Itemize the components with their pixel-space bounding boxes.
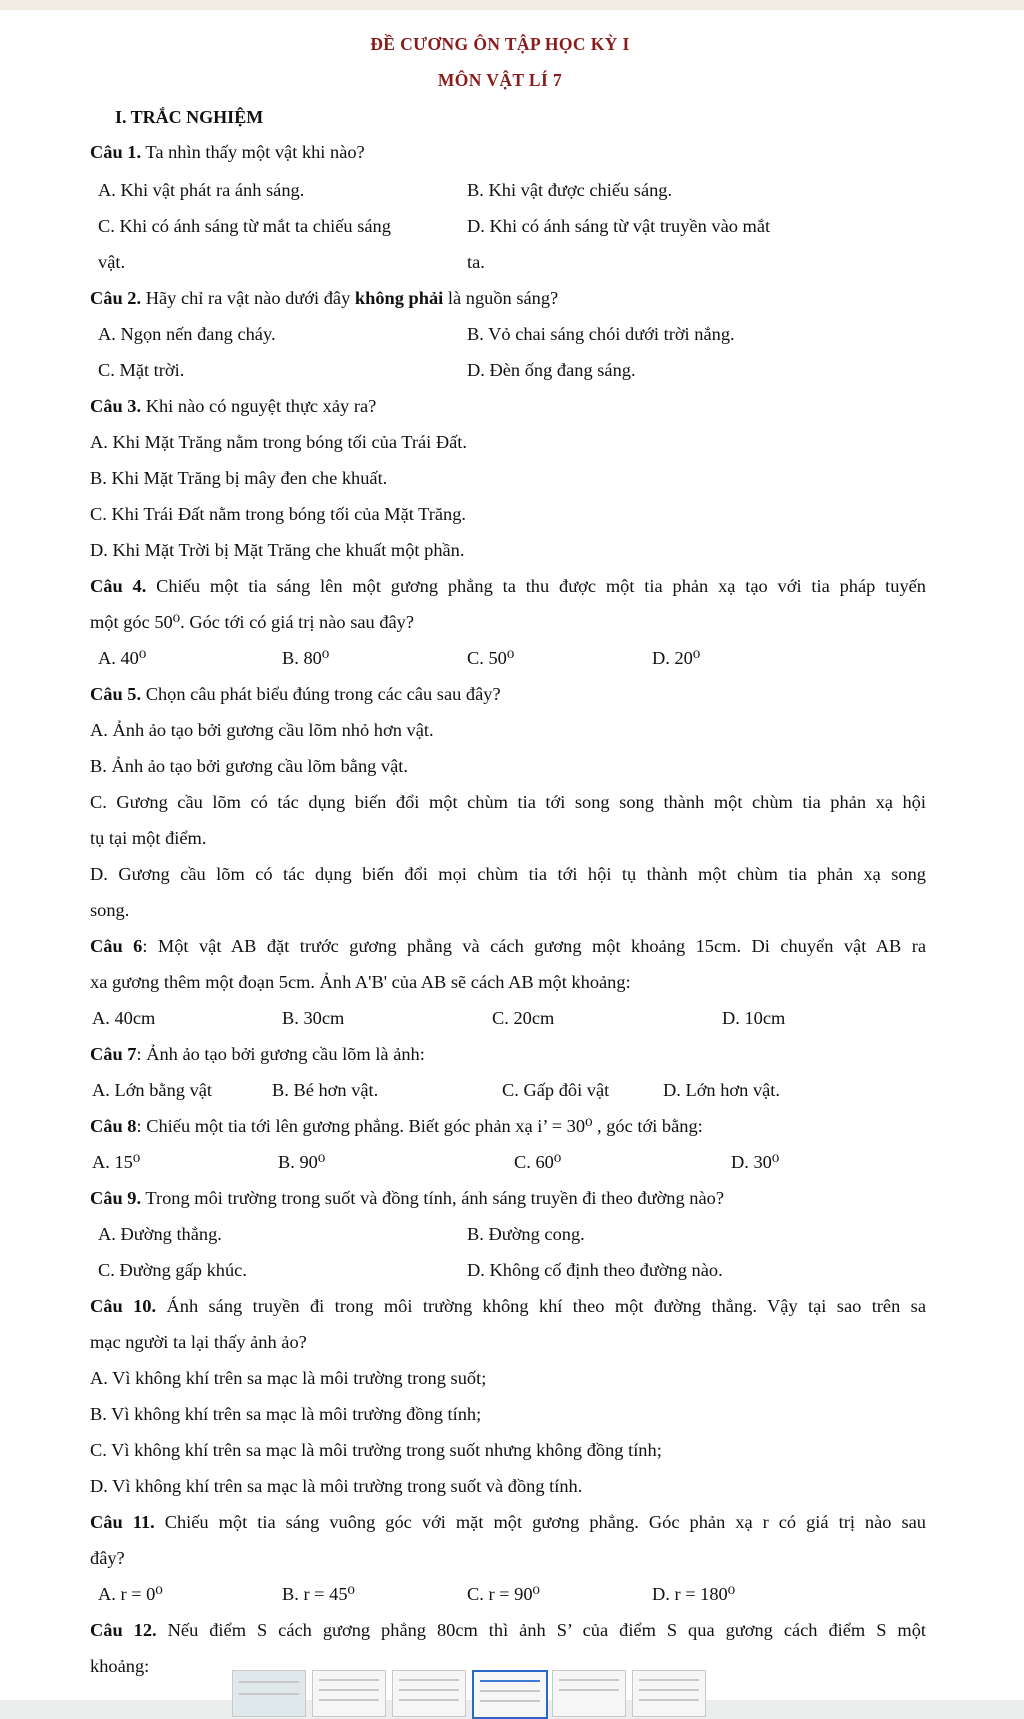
question-number: Câu 3. bbox=[90, 396, 142, 416]
q4-option-d: D. 20⁰ bbox=[652, 648, 701, 668]
q3-option-a: A. Khi Mặt Trăng nằm trong bóng tối của Trái Đất. bbox=[90, 432, 467, 452]
question-text: Chọn câu phát biểu đúng trong các câu sau đây? bbox=[141, 684, 501, 704]
question-number: Câu 8 bbox=[90, 1116, 137, 1136]
question-number: Câu 4. bbox=[90, 576, 147, 596]
question-number: Câu 2. bbox=[90, 288, 142, 308]
page-thumbnail[interactable] bbox=[312, 1670, 386, 1717]
question-text: Khi nào có nguyệt thực xảy ra? bbox=[141, 396, 377, 416]
question-text-end: là nguồn sáng? bbox=[443, 288, 559, 308]
page-thumbnail[interactable] bbox=[632, 1670, 706, 1717]
q4-option-b: B. 80⁰ bbox=[282, 648, 330, 668]
q1-option-d: D. Khi có ánh sáng từ vật truyền vào mắt bbox=[467, 216, 771, 236]
question-text: Trong môi trường trong suốt và đồng tính, ánh sáng truyền đi theo đường nào? bbox=[141, 1188, 724, 1208]
question-number: Câu 9. bbox=[90, 1188, 142, 1208]
question-5 bbox=[90, 682, 501, 706]
q9-option-b: B. Đường cong. bbox=[467, 1224, 585, 1244]
question-text: Chiếu một tia sáng vuông góc với mặt một gương phẳng. Góc phản xạ r có giá trị nào sau bbox=[154, 1512, 926, 1532]
q2-option-b: B. Vỏ chai sáng chói dưới trời nắng. bbox=[467, 324, 735, 344]
q1-option-b: B. Khi vật được chiếu sáng. bbox=[467, 180, 673, 200]
q9-option-c: C. Đường gấp khúc. bbox=[98, 1260, 247, 1280]
q5-option-c: C. Gương cầu lõm có tác dụng biến đổi một chùm tia tới song song thành một chùm tia phản xạ hội bbox=[90, 792, 926, 812]
q1-option-c: C. Khi có ánh sáng từ mắt ta chiếu sáng bbox=[98, 216, 391, 236]
question-12 bbox=[90, 1618, 926, 1642]
question-11-cont: đây? bbox=[90, 1548, 125, 1568]
question-6 bbox=[90, 934, 926, 958]
q8-option-a: A. 15⁰ bbox=[92, 1152, 141, 1172]
q3-option-b: B. Khi Mặt Trăng bị mây đen che khuất. bbox=[90, 468, 388, 488]
question-text: Ta nhìn thấy một vật khi nào? bbox=[141, 142, 365, 162]
question-text: Chiếu một tia sáng lên một gương phẳng ta thu được một tia phản xạ tạo với tia pháp tuyến bbox=[146, 576, 926, 596]
question-8 bbox=[90, 1114, 703, 1138]
page-thumbnail[interactable] bbox=[552, 1670, 626, 1717]
q9-option-d: D. Không cố định theo đường nào. bbox=[467, 1260, 723, 1280]
question-4 bbox=[90, 574, 926, 598]
question-number: Câu 5. bbox=[90, 684, 142, 704]
question-number: Câu 1. bbox=[90, 142, 142, 162]
q2-option-a: A. Ngọn nến đang cháy. bbox=[98, 324, 276, 344]
question-emphasis: không phải bbox=[354, 288, 444, 308]
q10-option-c: C. Vì không khí trên sa mạc là môi trường trong suốt nhưng không đồng tính; bbox=[90, 1440, 662, 1460]
q3-option-d: D. Khi Mặt Trời bị Mặt Trăng che khuất một phần. bbox=[90, 540, 465, 560]
document-page bbox=[0, 10, 1000, 1700]
question-text: Hãy chỉ ra vật nào dưới đây bbox=[141, 288, 355, 308]
question-11 bbox=[90, 1510, 926, 1534]
q9-option-a: A. Đường thẳng. bbox=[98, 1224, 222, 1244]
q11-option-d: D. r = 180⁰ bbox=[652, 1584, 736, 1604]
q3-option-c: C. Khi Trái Đất nằm trong bóng tối của Mặt Trăng. bbox=[90, 504, 466, 524]
q11-option-b: B. r = 45⁰ bbox=[282, 1584, 355, 1604]
q6-option-d: D. 10cm bbox=[722, 1008, 786, 1028]
q1-option-d-cont: ta. bbox=[467, 252, 485, 272]
page-thumbnail[interactable] bbox=[392, 1670, 466, 1717]
question-10 bbox=[90, 1294, 926, 1318]
question-text: Nếu điểm S cách gương phẳng 80cm thì ảnh S’ của điểm S qua gương cách điểm S một bbox=[156, 1620, 927, 1640]
question-4-cont: một góc 50⁰. Góc tới có giá trị nào sau đây? bbox=[90, 612, 415, 632]
q8-option-c: C. 60⁰ bbox=[514, 1152, 562, 1172]
q5-option-b: B. Ảnh ảo tạo bởi gương cầu lõm bằng vật. bbox=[90, 756, 408, 776]
q10-option-a: A. Vì không khí trên sa mạc là môi trường trong suốt; bbox=[90, 1368, 487, 1388]
question-6-cont: xa gương thêm một đoạn 5cm. Ảnh A'B' của AB sẽ cách AB một khoảng: bbox=[90, 972, 631, 992]
doc-subtitle: MÔN VẬT LÍ 7 bbox=[437, 70, 563, 90]
question-12-cont: khoảng: bbox=[90, 1656, 150, 1676]
q5-option-d: D. Gương cầu lõm có tác dụng biến đổi mọi chùm tia tới hội tụ thành một chùm tia phản xạ song bbox=[90, 864, 926, 884]
q2-option-d: D. Đèn ống đang sáng. bbox=[467, 360, 636, 380]
q4-option-c: C. 50⁰ bbox=[467, 648, 515, 668]
top-edge bbox=[0, 0, 1024, 10]
question-7 bbox=[90, 1042, 425, 1066]
q5-option-a: A. Ảnh ảo tạo bởi gương cầu lõm nhỏ hơn vật. bbox=[90, 720, 434, 740]
question-10-cont: mạc người ta lại thấy ảnh ảo? bbox=[90, 1332, 307, 1352]
q6-option-c: C. 20cm bbox=[492, 1008, 555, 1028]
q11-option-c: C. r = 90⁰ bbox=[467, 1584, 540, 1604]
q6-option-b: B. 30cm bbox=[282, 1008, 345, 1028]
page-thumbnail[interactable] bbox=[232, 1670, 306, 1717]
page-thumbnail-selected[interactable] bbox=[472, 1670, 548, 1719]
q7-option-b: B. Bé hơn vật. bbox=[272, 1080, 379, 1100]
question-1 bbox=[90, 140, 365, 164]
question-text: : Ảnh ảo tạo bởi gương cầu lõm là ảnh: bbox=[136, 1044, 425, 1064]
question-number: Câu 11. bbox=[90, 1512, 155, 1532]
question-9 bbox=[90, 1186, 724, 1210]
question-number: Câu 10. bbox=[90, 1296, 157, 1316]
question-number: Câu 12. bbox=[90, 1620, 157, 1640]
q4-option-a: A. 40⁰ bbox=[98, 648, 147, 668]
q8-option-d: D. 30⁰ bbox=[731, 1152, 780, 1172]
q10-option-b: B. Vì không khí trên sa mạc là môi trường đồng tính; bbox=[90, 1404, 482, 1424]
q1-option-c-cont: vật. bbox=[98, 252, 126, 272]
question-2 bbox=[90, 286, 558, 310]
question-text: : Một vật AB đặt trước gương phẳng và cách gương một khoảng 15cm. Di chuyển vật AB ra bbox=[142, 936, 926, 956]
question-3 bbox=[90, 394, 376, 418]
q10-option-d: D. Vì không khí trên sa mạc là môi trường trong suốt và đồng tính. bbox=[90, 1476, 583, 1496]
doc-title: ĐỀ CƯƠNG ÔN TẬP HỌC KỲ I bbox=[370, 34, 630, 54]
q2-option-c: C. Mặt trời. bbox=[98, 360, 185, 380]
q7-option-d: D. Lớn hơn vật. bbox=[663, 1080, 781, 1100]
q6-option-a: A. 40cm bbox=[92, 1008, 156, 1028]
q5-option-c-cont: tụ tại một điểm. bbox=[90, 828, 207, 848]
question-number: Câu 7 bbox=[90, 1044, 137, 1064]
q5-option-d-cont: song. bbox=[90, 900, 130, 920]
question-text: : Chiếu một tia tới lên gương phẳng. Biết góc phản xạ i’ = 30⁰ , góc tới bằng: bbox=[136, 1116, 703, 1136]
q7-option-a: A. Lớn bằng vật bbox=[92, 1080, 213, 1100]
q11-option-a: A. r = 0⁰ bbox=[98, 1584, 163, 1604]
q8-option-b: B. 90⁰ bbox=[278, 1152, 326, 1172]
q1-option-a: A. Khi vật phát ra ánh sáng. bbox=[98, 180, 305, 200]
section-heading: I. TRẮC NGHIỆM bbox=[115, 107, 264, 127]
question-number: Câu 6 bbox=[90, 936, 143, 956]
q7-option-c: C. Gấp đôi vật bbox=[502, 1080, 610, 1100]
question-text: Ánh sáng truyền đi trong môi trường không khí theo một đường thẳng. Vậy tại sao trên sa bbox=[156, 1296, 926, 1316]
